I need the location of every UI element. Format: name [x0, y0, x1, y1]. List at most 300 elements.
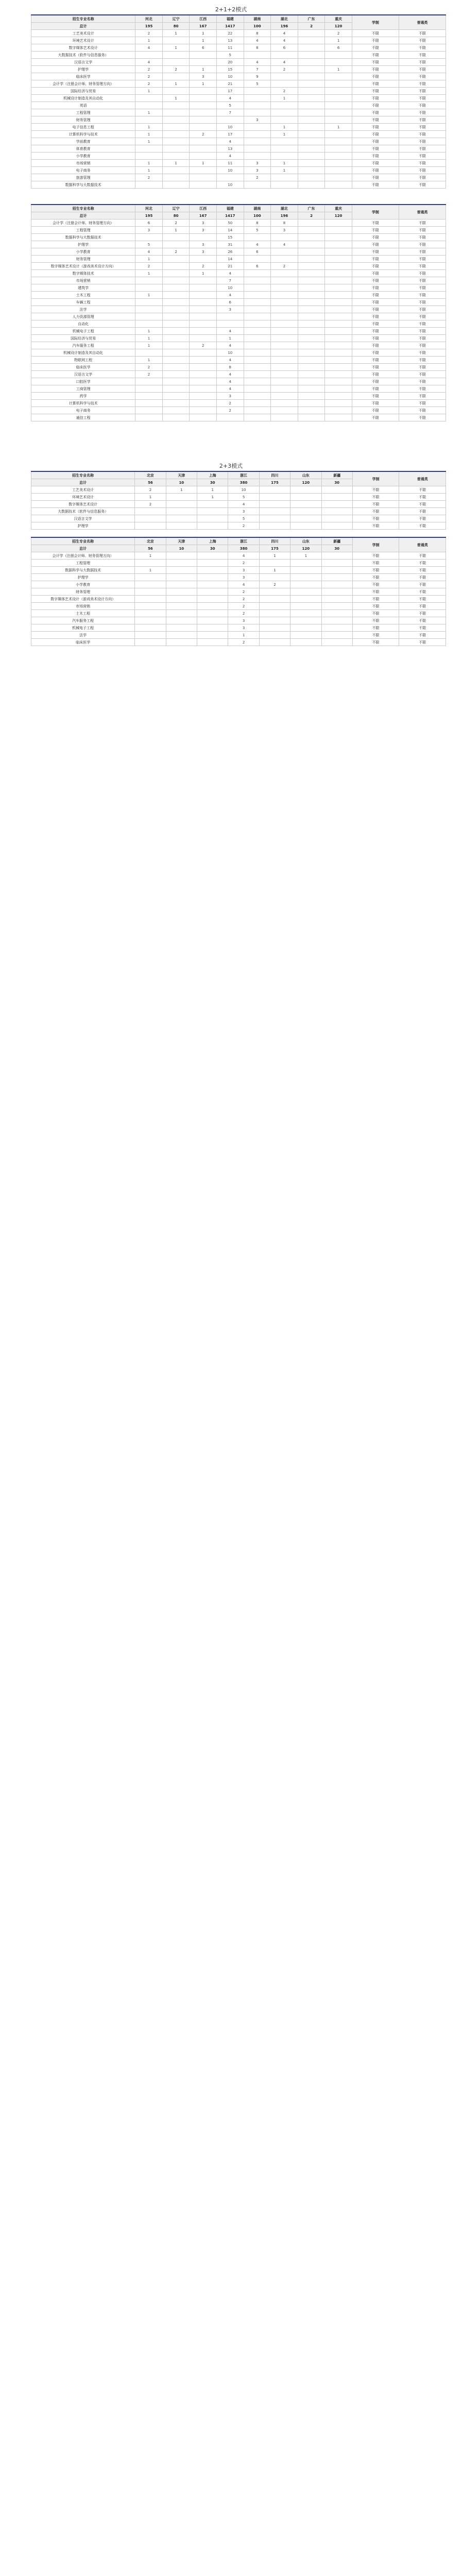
quota-cell: 2 [325, 30, 352, 37]
quota-cell [162, 37, 190, 44]
quota-cell [325, 364, 352, 371]
plan-cell: 不限 [352, 292, 399, 299]
quota-cell [166, 522, 197, 530]
table-row [31, 263, 446, 270]
quota-cell [325, 167, 352, 174]
quota-cell [298, 227, 325, 234]
quota-cell [290, 560, 321, 567]
quota-cell: 1 [135, 552, 166, 560]
table-row [31, 292, 446, 299]
quota-cell [298, 414, 325, 421]
quota-cell [162, 328, 190, 335]
quota-cell [135, 277, 163, 284]
quota-cell: 1 [135, 256, 163, 263]
header-total-value: 195 [135, 212, 163, 219]
quota-cell [271, 299, 298, 306]
quota-cell [298, 167, 325, 174]
header-province: 上海 [197, 537, 228, 545]
plan-cell: 不限 [352, 552, 399, 560]
quota-cell [162, 52, 190, 59]
quota-cell [271, 174, 298, 181]
quota-cell [135, 414, 163, 421]
plan-cell: 不限 [352, 59, 399, 66]
major-name-cell: 护理学 [31, 241, 135, 248]
header-major-name: 招生专业名称 [31, 471, 135, 479]
quota-cell [162, 256, 190, 263]
quota-cell [190, 277, 217, 284]
quota-cell: 3 [244, 116, 271, 124]
header-total-value: 120 [290, 479, 321, 486]
quota-cell [190, 349, 217, 357]
table-row [31, 138, 446, 145]
header-plan: 学制 [352, 15, 399, 30]
header-province: 浙江 [228, 471, 259, 479]
quota-cell [271, 357, 298, 364]
note-cell: 不限 [399, 522, 446, 530]
quota-cell: 3 [216, 393, 244, 400]
quota-cell: 1 [216, 335, 244, 342]
major-name-cell: 护理学 [31, 574, 135, 581]
table-row [31, 80, 446, 88]
plan-cell: 不限 [352, 393, 399, 400]
note-cell: 不限 [399, 371, 446, 378]
quota-cell [162, 145, 190, 152]
table-row [31, 181, 446, 189]
quota-cell: 31 [216, 241, 244, 248]
quota-cell [271, 145, 298, 152]
quota-cell [321, 588, 352, 596]
quota-cell [298, 145, 325, 152]
quota-cell: 1 [135, 160, 163, 167]
quota-cell [197, 567, 228, 574]
header-total-value: 30 [321, 479, 352, 486]
plan-cell: 不限 [352, 508, 399, 515]
note-cell: 不限 [399, 66, 446, 73]
quota-cell [298, 66, 325, 73]
table-row [31, 588, 446, 596]
quota-cell [325, 277, 352, 284]
table-row [31, 102, 446, 109]
quota-cell [190, 88, 217, 95]
quota-cell: 1 [162, 95, 190, 102]
note-cell: 不限 [399, 603, 446, 610]
header-province: 上海 [197, 471, 228, 479]
quota-cell [244, 407, 271, 414]
quota-cell: 15 [216, 234, 244, 241]
quota-cell [298, 116, 325, 124]
quota-cell [197, 596, 228, 603]
major-name-cell: 市场营销 [31, 277, 135, 284]
header-total-value: 30 [197, 479, 228, 486]
quota-cell [325, 88, 352, 95]
quota-cell [166, 603, 197, 610]
major-name-cell: 工程管理 [31, 560, 135, 567]
major-name-cell: 计算机科学与技术 [31, 131, 135, 138]
quota-cell [259, 574, 290, 581]
note-cell: 不限 [399, 124, 446, 131]
plan-cell: 不限 [352, 219, 399, 227]
quota-cell: 4 [271, 59, 298, 66]
note-cell: 不限 [399, 501, 446, 508]
header-province: 湖南 [244, 205, 271, 212]
plan-cell: 不限 [352, 124, 399, 131]
quota-cell: 2 [228, 639, 259, 646]
quota-cell [162, 116, 190, 124]
header-total-value: 196 [271, 212, 298, 219]
quota-cell [135, 581, 166, 588]
quota-cell: 2 [162, 66, 190, 73]
quota-cell [244, 277, 271, 284]
quota-cell: 2 [228, 603, 259, 610]
plan-cell: 不限 [352, 486, 399, 494]
quota-cell [162, 349, 190, 357]
major-name-cell: 工艺美术设计 [31, 30, 135, 37]
quota-cell [162, 102, 190, 109]
note-cell: 不限 [399, 167, 446, 174]
quota-cell [290, 610, 321, 617]
quota-cell [325, 241, 352, 248]
quota-cell [321, 494, 352, 501]
quota-cell [162, 364, 190, 371]
quota-cell [298, 138, 325, 145]
plan-cell: 不限 [352, 248, 399, 256]
quota-cell [162, 292, 190, 299]
enrollment-table [31, 471, 446, 530]
plan-cell: 不限 [352, 567, 399, 574]
note-cell: 不限 [399, 88, 446, 95]
quota-cell: 2 [135, 486, 166, 494]
quota-cell [166, 560, 197, 567]
table-row [31, 494, 446, 501]
quota-cell: 1 [271, 95, 298, 102]
quota-cell [298, 357, 325, 364]
note-cell: 不限 [399, 588, 446, 596]
major-name-cell: 护理学 [31, 66, 135, 73]
header-total-value: 30 [197, 545, 228, 552]
header-major-name: 招生专业名称 [31, 205, 135, 212]
major-name-cell: 工程管理 [31, 109, 135, 116]
quota-cell [197, 515, 228, 522]
quota-cell [197, 560, 228, 567]
quota-cell [244, 378, 271, 385]
quota-cell: 2 [228, 596, 259, 603]
quota-cell [190, 400, 217, 407]
quota-cell: 13 [216, 37, 244, 44]
quota-cell: 3 [190, 219, 217, 227]
quota-cell: 4 [216, 270, 244, 277]
major-name-cell: 机械电子工程 [31, 328, 135, 335]
quota-cell [325, 102, 352, 109]
major-name-cell: 法学 [31, 306, 135, 313]
quota-cell [135, 116, 163, 124]
quota-cell [190, 152, 217, 160]
plan-cell: 不限 [352, 639, 399, 646]
table-row [31, 400, 446, 407]
quota-cell [162, 306, 190, 313]
quota-cell: 1 [197, 486, 228, 494]
table-row [31, 560, 446, 567]
header-province: 浙江 [228, 537, 259, 545]
quota-cell [135, 313, 163, 320]
quota-cell [190, 138, 217, 145]
table-row [31, 277, 446, 284]
plan-cell: 不限 [352, 88, 399, 95]
quota-cell [190, 407, 217, 414]
quota-cell [290, 567, 321, 574]
quota-cell [325, 109, 352, 116]
table-row [31, 284, 446, 292]
note-cell: 不限 [399, 364, 446, 371]
quota-cell [298, 80, 325, 88]
quota-cell: 2 [135, 73, 163, 80]
header-province: 河北 [135, 15, 163, 23]
table-row [31, 160, 446, 167]
header-total-value: 380 [228, 545, 259, 552]
quota-cell [290, 632, 321, 639]
quota-cell [162, 73, 190, 80]
quota-cell [290, 617, 321, 624]
quota-cell [298, 73, 325, 80]
major-name-cell: 药学 [31, 393, 135, 400]
quota-cell: 1 [135, 88, 163, 95]
quota-cell [162, 335, 190, 342]
quota-cell: 1 [325, 66, 352, 73]
quota-cell [271, 284, 298, 292]
quota-cell [325, 292, 352, 299]
quota-cell [190, 124, 217, 131]
quota-cell: 1 [190, 37, 217, 44]
quota-cell [259, 596, 290, 603]
table-row [31, 30, 446, 37]
quota-cell [325, 342, 352, 349]
note-cell: 不限 [399, 30, 446, 37]
quota-cell: 7 [244, 66, 271, 73]
quota-cell: 11 [216, 160, 244, 167]
quota-cell [244, 95, 271, 102]
major-name-cell: 财务管理 [31, 588, 135, 596]
header-note: 普通类 [399, 471, 446, 486]
quota-cell [325, 234, 352, 241]
major-name-cell: 数字媒体艺术设计（游戏美术设计方向） [31, 263, 135, 270]
note-cell: 不限 [399, 59, 446, 66]
quota-cell: 1 [190, 30, 217, 37]
quota-cell [325, 160, 352, 167]
quota-cell [325, 80, 352, 88]
quota-cell [298, 88, 325, 95]
quota-cell: 4 [216, 95, 244, 102]
header-province: 新疆 [321, 471, 352, 479]
quota-cell [298, 131, 325, 138]
note-cell: 不限 [399, 617, 446, 624]
plan-cell: 不限 [352, 603, 399, 610]
quota-cell [298, 378, 325, 385]
plan-cell: 不限 [352, 102, 399, 109]
quota-cell [325, 414, 352, 421]
table-row [31, 299, 446, 306]
table-row [31, 95, 446, 102]
quota-cell [162, 181, 190, 189]
quota-cell [259, 610, 290, 617]
quota-cell: 1 [325, 37, 352, 44]
quota-cell [298, 219, 325, 227]
quota-cell [135, 145, 163, 152]
table-row [31, 617, 446, 624]
quota-cell [197, 603, 228, 610]
note-cell: 不限 [399, 335, 446, 342]
quota-cell [162, 299, 190, 306]
quota-cell [244, 284, 271, 292]
quota-cell [244, 131, 271, 138]
quota-cell [190, 320, 217, 328]
quota-cell [190, 59, 217, 66]
table-row [31, 52, 446, 59]
quota-cell [298, 44, 325, 52]
quota-cell [135, 407, 163, 414]
quota-cell: 7 [216, 277, 244, 284]
quota-cell [135, 52, 163, 59]
quota-cell [162, 378, 190, 385]
quota-cell: 6 [325, 44, 352, 52]
quota-cell: 17 [216, 88, 244, 95]
plan-cell: 不限 [352, 152, 399, 160]
quota-cell [290, 494, 321, 501]
quota-cell [162, 124, 190, 131]
quota-cell [162, 234, 190, 241]
quota-cell [325, 59, 352, 66]
quota-cell: 1 [135, 109, 163, 116]
quota-cell: 4 [135, 44, 163, 52]
major-name-cell: 工艺美术设计 [31, 486, 135, 494]
quota-cell [325, 349, 352, 357]
quota-cell: 3 [190, 241, 217, 248]
quota-cell [216, 414, 244, 421]
table-row [31, 393, 446, 400]
plan-cell: 不限 [352, 588, 399, 596]
quota-cell [271, 52, 298, 59]
quota-cell [259, 515, 290, 522]
note-cell: 不限 [399, 174, 446, 181]
header-province: 天津 [166, 537, 197, 545]
note-cell: 不限 [399, 560, 446, 567]
quota-cell: 2 [162, 219, 190, 227]
quota-cell [190, 385, 217, 393]
quota-cell [166, 632, 197, 639]
table-row [31, 357, 446, 364]
quota-cell [325, 299, 352, 306]
quota-cell [244, 364, 271, 371]
plan-cell: 不限 [352, 30, 399, 37]
quota-cell: 1 [190, 66, 217, 73]
major-name-cell: 环境艺术设计 [31, 494, 135, 501]
header-total: 总计 [31, 479, 135, 486]
quota-cell [244, 234, 271, 241]
quota-cell [298, 37, 325, 44]
quota-cell: 4 [244, 37, 271, 44]
header-row [31, 471, 446, 479]
quota-cell [244, 145, 271, 152]
quota-cell [190, 357, 217, 364]
quota-cell [298, 328, 325, 335]
quota-cell [166, 581, 197, 588]
header-total: 总计 [31, 545, 135, 552]
quota-cell [197, 639, 228, 646]
note-cell: 不限 [399, 342, 446, 349]
note-cell: 不限 [399, 248, 446, 256]
quota-cell [271, 414, 298, 421]
quota-cell [135, 560, 166, 567]
quota-cell: 21 [216, 263, 244, 270]
header-total-value: 56 [135, 545, 166, 552]
quota-cell: 2 [228, 588, 259, 596]
quota-cell: 1 [135, 167, 163, 174]
quota-cell [325, 174, 352, 181]
header-total-value: 120 [325, 212, 352, 219]
quota-cell [290, 639, 321, 646]
quota-cell [325, 138, 352, 145]
header-province: 北京 [135, 471, 166, 479]
header-province: 天津 [166, 471, 197, 479]
quota-cell: 4 [228, 501, 259, 508]
quota-cell: 3 [216, 306, 244, 313]
quota-cell [135, 320, 163, 328]
quota-cell [259, 632, 290, 639]
note-cell: 不限 [399, 313, 446, 320]
plan-cell: 不限 [352, 145, 399, 152]
table-row [31, 378, 446, 385]
quota-cell [135, 95, 163, 102]
quota-cell [135, 181, 163, 189]
quota-cell [190, 52, 217, 59]
quota-cell: 3 [190, 73, 217, 80]
quota-cell [325, 256, 352, 263]
note-cell: 不限 [399, 145, 446, 152]
major-name-cell: 数字媒体艺术设计 [31, 501, 135, 508]
header-total-value: 2 [298, 23, 325, 30]
plan-cell: 不限 [352, 414, 399, 421]
header-total-value: 167 [190, 23, 217, 30]
major-name-cell: 财务管理 [31, 256, 135, 263]
note-cell: 不限 [399, 95, 446, 102]
table-row [31, 131, 446, 138]
plan-cell: 不限 [352, 501, 399, 508]
note-cell: 不限 [399, 624, 446, 632]
major-name-cell: 小学教育 [31, 248, 135, 256]
quota-cell [325, 152, 352, 160]
plan-cell: 不限 [352, 44, 399, 52]
note-cell: 不限 [399, 138, 446, 145]
quota-cell [162, 131, 190, 138]
quota-cell: 2 [135, 371, 163, 378]
quota-cell: 20 [216, 59, 244, 66]
quota-cell [135, 522, 166, 530]
note-cell: 不限 [399, 494, 446, 501]
quota-cell [321, 610, 352, 617]
quota-cell [197, 632, 228, 639]
quota-cell [298, 234, 325, 241]
quota-cell [298, 299, 325, 306]
major-name-cell: 小学教育 [31, 581, 135, 588]
quota-cell [321, 515, 352, 522]
quota-cell: 1 [135, 138, 163, 145]
quota-cell [162, 357, 190, 364]
plan-cell: 不限 [352, 574, 399, 581]
quota-cell [135, 284, 163, 292]
quota-cell [298, 385, 325, 393]
quota-cell: 6 [216, 299, 244, 306]
header-note: 普通类 [399, 205, 446, 219]
quota-cell [244, 270, 271, 277]
quota-cell [290, 603, 321, 610]
